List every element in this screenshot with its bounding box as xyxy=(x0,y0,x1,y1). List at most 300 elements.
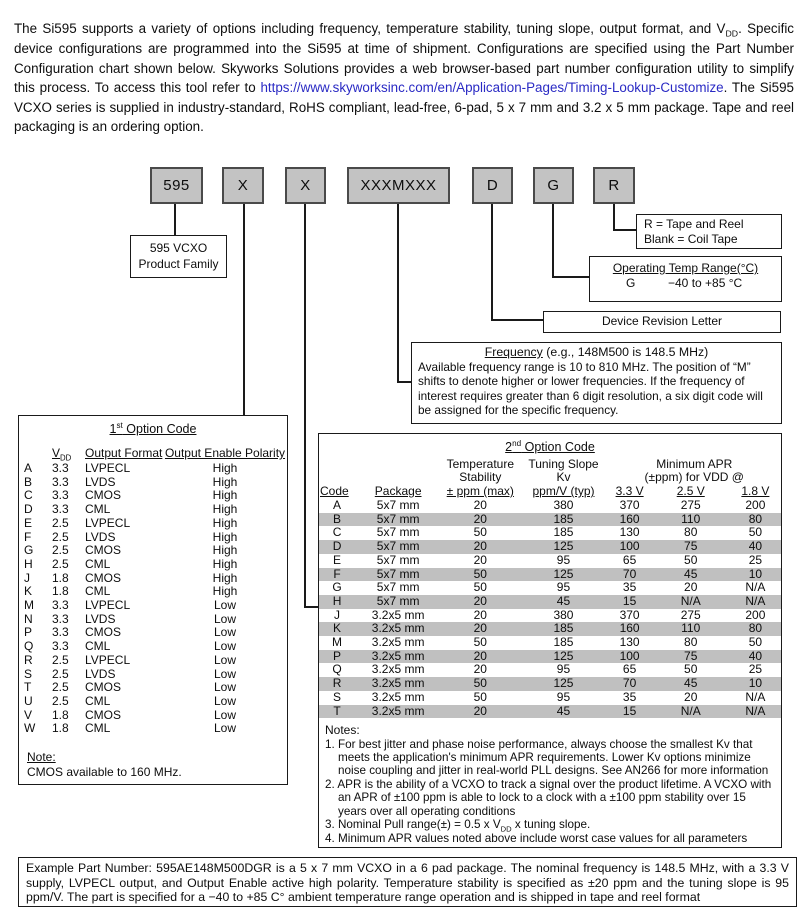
table-cell: 125 xyxy=(519,677,607,691)
table-cell: 65 xyxy=(622,662,637,677)
table-cell: CML xyxy=(85,584,111,599)
table-cell: 20 xyxy=(684,580,698,595)
connector-line xyxy=(613,229,638,231)
table-cell: CML xyxy=(85,639,111,654)
table-cell: G xyxy=(332,580,342,595)
col-apr-1: Minimum APR xyxy=(656,457,733,471)
table-cell: M xyxy=(24,598,34,613)
connector-line xyxy=(174,204,176,235)
table-cell: 75 xyxy=(652,540,730,554)
table-cell: 2.5 xyxy=(52,666,69,681)
table-cell: 130 xyxy=(619,635,640,650)
table-cell: 2.5 xyxy=(52,693,69,708)
connector-line xyxy=(552,204,554,278)
table-cell: P xyxy=(319,650,355,664)
tape-reel-box xyxy=(636,214,782,249)
table-cell: 50 xyxy=(441,677,519,691)
table-cell: 3.2x5 mm xyxy=(355,705,441,719)
table-cell: 5x7 mm xyxy=(376,552,420,567)
table-cell: LVDS xyxy=(85,611,116,626)
part-box-option1: X xyxy=(222,167,264,204)
table-cell: 3.3 xyxy=(52,639,69,654)
table-cell: 125 xyxy=(519,540,607,554)
table-cell: 1.8 xyxy=(52,584,69,599)
table-cell: U xyxy=(24,693,33,708)
option2-table xyxy=(319,458,781,718)
intro-text-3: . The Si595 VCXO series is supplied in industry-standard, RoHS compliant, lead-free, 6-pad, 5 x 7 mm and 3.2 x 5 mm package. Tape and reel packaging is an ordering option. xyxy=(14,80,794,135)
table-cell: CMOS xyxy=(85,680,121,695)
table-cell: 40 xyxy=(730,650,781,664)
table-cell: N/A xyxy=(730,595,781,609)
col-temperature-1: Temperature xyxy=(446,457,514,471)
table-cell: 10 xyxy=(730,568,781,582)
connector-line xyxy=(304,606,319,608)
table-cell: C xyxy=(24,488,33,503)
table-row xyxy=(319,581,781,595)
table-cell: 25 xyxy=(748,552,763,567)
note-4: 4. Minimum APR values noted above include worst case values for all parameters xyxy=(325,831,748,845)
table-cell: 185 xyxy=(553,635,574,650)
table-cell: T xyxy=(24,680,32,695)
table-cell: Low xyxy=(213,652,236,667)
table-row xyxy=(19,654,287,668)
table-cell: LVPECL xyxy=(85,652,131,667)
table-cell: 5x7 mm xyxy=(376,525,420,540)
table-cell: 20 xyxy=(473,498,487,512)
col-slope-2: Kv xyxy=(556,470,571,484)
table-cell: 15 xyxy=(608,705,652,719)
table-cell: K xyxy=(24,584,33,599)
product-family-box xyxy=(130,235,227,278)
table-cell: V xyxy=(24,707,33,722)
option1-table xyxy=(19,446,287,736)
table-cell: Low xyxy=(213,721,236,736)
table-cell: 130 xyxy=(619,525,640,540)
table-cell: 40 xyxy=(730,540,781,554)
note-3: 3. Nominal Pull range(±) = 0.5 x $V_{DD}$ x tuning slope. xyxy=(325,818,591,834)
table-cell: CMOS xyxy=(85,625,121,640)
table-cell: 50 xyxy=(473,689,487,704)
table-cell: 100 xyxy=(608,540,652,554)
table-cell: 5x7 mm xyxy=(355,595,441,609)
table-cell: 50 xyxy=(748,525,763,540)
table-cell: C xyxy=(332,525,342,540)
connector-line xyxy=(304,204,306,608)
notes-label: Notes: xyxy=(325,723,360,738)
table-row xyxy=(19,695,287,709)
part-box-tape: R xyxy=(593,167,635,204)
table-cell: P xyxy=(24,625,33,640)
example-part-number-box xyxy=(18,857,797,907)
table-cell: CML xyxy=(85,556,111,571)
example-text: Example Part Number: 595AE148M500DGR is a 5 x 7 mm VCXO in a 6 pad package. The nominal frequency is 148.5 MHz, with a 3.3 V supply, LVPECL output, and Output Enable active high polarity. Temperature stability is specified as ±20 ppm and the tuning slope is 95 ppm/V. The part is specified for a −40 to +85 C° ambient temperature range operation and is shipped in tape and reel format xyxy=(26,861,789,905)
col-v33: 3.3 V xyxy=(615,484,644,498)
table-cell: 15 xyxy=(608,595,652,609)
product-family-line2: Product Family xyxy=(138,257,219,271)
table-cell: 75 xyxy=(652,650,730,664)
table-row xyxy=(19,626,287,640)
note-2: 2. APR is the ability of a VCXO to track a signal over the product lifetime. A VCXO with an APR of ±100 ppm is able to lock to a clock with a ±100 ppm stability over 15 years over all operating conditions xyxy=(325,777,772,818)
option2-table-box xyxy=(318,433,782,848)
table-cell: 1.8 xyxy=(52,707,69,722)
table-cell: 3.3 xyxy=(52,502,69,517)
table-cell: 2.5 xyxy=(52,543,69,558)
connector-line xyxy=(243,204,245,416)
note-label: Note: xyxy=(27,750,56,765)
table-row xyxy=(19,489,287,503)
table-cell: 45 xyxy=(652,568,730,582)
table-cell: 3.3 xyxy=(52,625,69,640)
table-cell: 125 xyxy=(519,568,607,582)
part-box-frequency: XXXMXXX xyxy=(347,167,450,204)
option2-header-row2 xyxy=(319,471,781,484)
table-cell: 200 xyxy=(745,607,766,622)
table-cell: 5x7 mm xyxy=(355,568,441,582)
product-family-line1: 595 VCXO xyxy=(149,241,208,255)
table-cell: 20 xyxy=(473,552,487,567)
table-cell: 100 xyxy=(608,650,652,664)
table-cell: CML xyxy=(85,693,111,708)
connector-line xyxy=(491,319,545,321)
table-row xyxy=(319,691,781,705)
table-row xyxy=(19,517,287,531)
table-cell: S xyxy=(333,689,342,704)
table-row xyxy=(19,462,287,476)
table-cell: 110 xyxy=(652,513,730,527)
table-cell: Low xyxy=(213,611,236,626)
table-cell: Low xyxy=(213,666,236,681)
table-cell: 50 xyxy=(684,552,698,567)
table-cell: Q xyxy=(24,639,34,654)
table-cell: 275 xyxy=(680,607,701,622)
table-cell: 50 xyxy=(473,635,487,650)
table-cell: Low xyxy=(213,707,236,722)
table-cell: 50 xyxy=(441,568,519,582)
table-cell: 3.2x5 mm xyxy=(355,622,441,636)
table-row xyxy=(319,568,781,582)
operating-temp-title: Operating Temp Range(°C) xyxy=(612,261,759,275)
table-cell: LVPECL xyxy=(85,598,131,613)
table-cell: 80 xyxy=(730,622,781,636)
table-cell: F xyxy=(24,529,32,544)
table-cell: R xyxy=(24,652,33,667)
col-code: Code xyxy=(320,484,349,498)
table-cell: CMOS xyxy=(85,570,121,585)
col-output-format: Output Format xyxy=(85,446,163,461)
table-cell: 5x7 mm xyxy=(355,540,441,554)
option1-title: 1st Option Code xyxy=(109,420,197,436)
table-row xyxy=(19,585,287,599)
option2-header-row3 xyxy=(319,484,781,499)
part-box-temp: G xyxy=(533,167,574,204)
table-cell: 20 xyxy=(684,689,698,704)
table-cell: 20 xyxy=(441,595,519,609)
table-cell: 3.2x5 mm xyxy=(355,650,441,664)
table-cell: 2.5 xyxy=(52,680,69,695)
table-cell: S xyxy=(24,666,33,681)
part-box-595: 595 xyxy=(150,167,203,204)
table-cell: 80 xyxy=(730,513,781,527)
table-row xyxy=(19,599,287,613)
table-cell: 2.5 xyxy=(52,515,69,530)
table-cell: W xyxy=(24,721,36,736)
table-cell: 45 xyxy=(519,705,607,719)
frequency-body: Available frequency range is 10 to 810 MHz. The position of “M” shifts to denote higher or lower frequencies. If the frequency of interest requires greater than 6 digit resolution, a six digit code will be assigned for the specific frequency. xyxy=(418,360,763,417)
table-cell: M xyxy=(332,635,343,650)
option1-table-box xyxy=(18,415,288,785)
table-cell: CMOS xyxy=(85,543,121,558)
table-cell: 20 xyxy=(473,662,487,677)
device-revision-label: Device Revision Letter xyxy=(601,314,723,328)
table-cell: F xyxy=(319,568,355,582)
table-cell: 65 xyxy=(622,552,637,567)
table-cell: High xyxy=(212,584,238,599)
frequency-box xyxy=(411,342,782,424)
table-cell: 95 xyxy=(556,580,571,595)
col-slope-3: ppm/V (typ) xyxy=(532,484,595,498)
table-cell: 380 xyxy=(553,498,574,512)
part-box-revision: D xyxy=(472,167,513,204)
table-cell: 95 xyxy=(556,689,571,704)
table-cell: 80 xyxy=(684,635,698,650)
table-cell: J xyxy=(334,607,341,622)
col-apr-2: (±ppm) for VDD @ xyxy=(644,470,744,484)
table-cell: 5x7 mm xyxy=(376,580,420,595)
table-row xyxy=(319,677,781,691)
table-cell: A xyxy=(24,461,33,475)
temp-code: G xyxy=(626,276,636,290)
table-cell: 110 xyxy=(652,622,730,636)
table-row xyxy=(319,499,781,513)
intro-paragraph xyxy=(14,19,794,137)
table-cell: 185 xyxy=(553,525,574,540)
table-cell: Q xyxy=(332,662,342,677)
table-cell: 3.2x5 mm xyxy=(355,677,441,691)
table-cell: High xyxy=(212,570,238,585)
table-cell: High xyxy=(212,543,238,558)
col-package: Package xyxy=(374,484,422,498)
table-cell: High xyxy=(212,529,238,544)
table-cell: 20 xyxy=(473,607,487,622)
table-cell: 5x7 mm xyxy=(355,513,441,527)
device-revision-box xyxy=(543,311,781,333)
table-row xyxy=(19,544,287,558)
table-cell: 370 xyxy=(619,607,640,622)
table-row xyxy=(319,622,781,636)
table-cell: 3.3 xyxy=(52,461,69,475)
table-row xyxy=(319,609,781,623)
table-cell: Low xyxy=(213,693,236,708)
connector-line xyxy=(552,276,591,278)
connector-line xyxy=(491,204,493,321)
table-cell: 20 xyxy=(441,513,519,527)
table-cell: 20 xyxy=(441,650,519,664)
table-cell: 3.3 xyxy=(52,598,69,613)
table-row xyxy=(19,709,287,723)
tape-reel-line2: Blank = Coil Tape xyxy=(644,232,738,246)
table-cell: 185 xyxy=(519,513,607,527)
table-row xyxy=(319,540,781,554)
table-row xyxy=(319,650,781,664)
table-cell: 275 xyxy=(680,498,701,512)
table-cell: High xyxy=(212,474,238,489)
table-cell: 3.2x5 mm xyxy=(371,689,425,704)
table-cell: Low xyxy=(213,639,236,654)
table-cell: 35 xyxy=(622,580,637,595)
col-temperature-3: ± ppm (max) xyxy=(446,484,514,498)
skyworks-link[interactable]: https://www.skyworksinc.com/en/Application-Pages/Timing-Lookup-Customize xyxy=(260,80,724,96)
temp-range-value: −40 to +85 °C xyxy=(668,276,743,290)
table-cell: 50 xyxy=(684,662,698,677)
table-cell: High xyxy=(212,515,238,530)
option2-notes xyxy=(319,724,781,845)
table-cell: High xyxy=(212,556,238,571)
table-cell: 370 xyxy=(619,498,640,512)
table-cell: E xyxy=(333,552,342,567)
table-cell: 2.5 xyxy=(52,529,69,544)
table-cell: 3.2x5 mm xyxy=(371,635,425,650)
tape-reel-line1: R = Tape and Reel xyxy=(644,217,744,231)
table-cell: CMOS xyxy=(85,707,121,722)
option1-note xyxy=(27,750,287,780)
table-cell: N/A xyxy=(652,705,730,719)
table-row xyxy=(19,681,287,695)
col-v25: 2.5 V xyxy=(676,484,705,498)
table-cell: 50 xyxy=(473,525,487,540)
col-temperature-2: Stability xyxy=(459,470,502,484)
table-cell: LVPECL xyxy=(85,515,131,530)
table-row xyxy=(19,722,287,736)
operating-temp-box xyxy=(589,256,782,302)
table-row xyxy=(319,513,781,527)
table-cell: 200 xyxy=(745,498,766,512)
table-cell: 45 xyxy=(519,595,607,609)
table-cell: 20 xyxy=(441,705,519,719)
table-cell: 20 xyxy=(441,540,519,554)
table-cell: G xyxy=(24,543,34,558)
table-cell: 50 xyxy=(473,580,487,595)
table-cell: H xyxy=(24,556,33,571)
table-cell: Low xyxy=(213,625,236,640)
table-row xyxy=(19,558,287,572)
table-cell: LVPECL xyxy=(85,461,131,475)
table-cell: 80 xyxy=(684,525,698,540)
table-cell: 160 xyxy=(608,622,652,636)
table-cell: E xyxy=(24,515,33,530)
note-text: CMOS available to 160 MHz. xyxy=(27,765,182,780)
table-cell: 1.8 xyxy=(52,721,69,736)
vdd-subscript: DD xyxy=(725,29,739,40)
table-cell: B xyxy=(24,474,33,489)
col-vdd: $V_{DD}$ xyxy=(52,446,72,463)
table-cell: High xyxy=(212,502,238,517)
frequency-title-rest: (e.g., 148M500 is 148.5 MHz) xyxy=(542,345,709,359)
table-row xyxy=(19,640,287,654)
table-row xyxy=(19,531,287,545)
note-1: 1. For best jitter and phase noise performance, always choose the smallest Kv that meets the application's minimum APR requirements. Lower Kv options minimize noise coupling and jitter in real-world PLL designs. See AN266 for more information xyxy=(325,737,769,778)
table-cell: N xyxy=(24,611,33,626)
table-cell: N/A xyxy=(652,595,730,609)
table-cell: LVDS xyxy=(85,666,116,681)
table-cell: 3.3 xyxy=(52,474,69,489)
table-cell: 35 xyxy=(622,689,637,704)
table-cell: Low xyxy=(213,680,236,695)
table-row xyxy=(19,572,287,586)
table-cell: 25 xyxy=(748,662,763,677)
table-cell: 185 xyxy=(519,622,607,636)
table-cell: B xyxy=(319,513,355,527)
table-row xyxy=(319,554,781,568)
table-cell: D xyxy=(24,502,33,517)
table-cell: 10 xyxy=(730,677,781,691)
table-row xyxy=(19,668,287,682)
table-cell: 70 xyxy=(608,677,652,691)
table-row xyxy=(19,613,287,627)
col-output-enable-polarity: Output Enable Polarity xyxy=(164,446,286,461)
intro-text-1: The Si595 supports a variety of options including frequency, temperature stability, tuning slope, output format, and V xyxy=(14,21,726,37)
frequency-title: Frequency xyxy=(484,345,543,359)
option1-header-row xyxy=(19,446,287,462)
table-row xyxy=(19,503,287,517)
table-cell: High xyxy=(212,488,238,503)
table-cell: N/A xyxy=(745,580,766,595)
table-cell: J xyxy=(24,570,30,585)
table-cell: 160 xyxy=(608,513,652,527)
table-cell: R xyxy=(319,677,355,691)
table-row xyxy=(19,476,287,490)
table-cell: 20 xyxy=(441,622,519,636)
table-cell: 2.5 xyxy=(52,652,69,667)
table-cell: K xyxy=(319,622,355,636)
table-cell: A xyxy=(333,498,342,512)
table-row xyxy=(319,705,781,719)
table-cell: H xyxy=(319,595,355,609)
table-cell: 2.5 xyxy=(52,556,69,571)
table-cell: LVDS xyxy=(85,529,116,544)
table-cell: T xyxy=(319,705,355,719)
table-cell: D xyxy=(319,540,355,554)
table-cell: 50 xyxy=(748,635,763,650)
col-v18: 1.8 V xyxy=(741,484,770,498)
option2-title: 2nd Option Code xyxy=(505,438,595,454)
table-cell: 95 xyxy=(556,552,571,567)
connector-line xyxy=(397,204,399,383)
table-cell: 125 xyxy=(519,650,607,664)
table-row xyxy=(319,595,781,609)
table-cell: LVDS xyxy=(85,474,116,489)
intro-text-2: . Specific device configurations are programmed into the Si595 at time of shipment. Configurations are specified using the Part Number Configuration chart shown below. Skyworks Solutions provides a web browser-based part number configuration utility to simplify this process. To access this tool refer to xyxy=(14,21,794,96)
table-cell: 3.2x5 mm xyxy=(371,662,425,677)
table-cell: 380 xyxy=(553,607,574,622)
table-row xyxy=(319,526,781,540)
table-cell: CML xyxy=(85,721,111,736)
table-row xyxy=(319,663,781,677)
table-cell: CMOS xyxy=(85,488,121,503)
table-row xyxy=(319,636,781,650)
connector-line xyxy=(613,204,615,231)
table-cell: CML xyxy=(85,502,111,517)
table-cell: 70 xyxy=(608,568,652,582)
table-cell: N/A xyxy=(730,705,781,719)
table-cell: High xyxy=(212,461,238,475)
col-slope-1: Tuning Slope xyxy=(528,457,599,471)
table-cell: 3.3 xyxy=(52,611,69,626)
part-box-option2: X xyxy=(285,167,326,204)
table-cell: 1.8 xyxy=(52,570,69,585)
table-cell: N/A xyxy=(745,689,766,704)
table-cell: 5x7 mm xyxy=(376,498,420,512)
table-cell: 45 xyxy=(652,677,730,691)
